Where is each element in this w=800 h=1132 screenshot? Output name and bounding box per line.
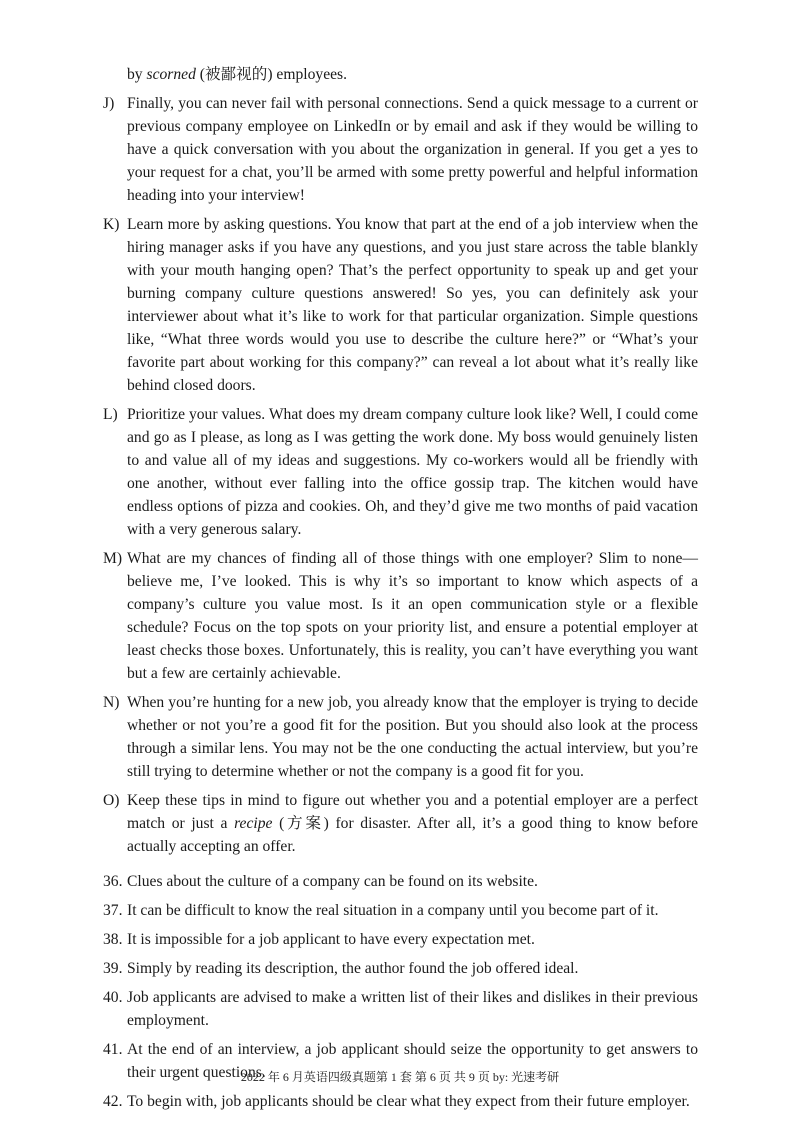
italic-term: recipe xyxy=(234,815,273,832)
paragraph xyxy=(103,789,698,858)
paragraph-label: N) xyxy=(103,694,120,711)
continued-paragraph xyxy=(103,63,698,86)
question-text: Job applicants are advised to make a written list of their likes and dislikes in their previous employment. xyxy=(127,989,698,1029)
text: (被鄙视的) employees. xyxy=(195,66,348,83)
paragraph xyxy=(103,213,698,397)
question-text: To begin with, job applicants should be clear what they expect from their future employer. xyxy=(127,1093,690,1110)
text: by xyxy=(127,66,147,83)
question-number: 41. xyxy=(103,1041,123,1058)
question-text: Simply by reading its description, the author found the job offered ideal. xyxy=(127,960,579,977)
question-item xyxy=(103,957,698,980)
question-number: 38. xyxy=(103,931,123,948)
paragraph-label: J) xyxy=(103,95,115,112)
page-footer: 2022 年 6 月英语四级真题第 1 套 第 6 页 共 9 页 by: 光速考研 xyxy=(240,1070,560,1084)
paragraph-text: What are my chances of finding all of those things with one employer? Slim to none—believe me, I’ve looked. This is why it’s so important to know which aspects of a company’s culture you value most. Is it an open communication style or a flexible schedule? Focus on the top spots on your priority list, and ensure a potential employer at least checks those boxes. Unfortunately, this is reality, you can’t have everything you want but a few are certainly achievable. xyxy=(127,550,698,682)
paragraph xyxy=(103,92,698,207)
paragraph-text: (方案) for disaster. After all, it’s a good thing to know before actually accepting an offer. xyxy=(127,815,698,855)
paragraph-text: When you’re hunting for a new job, you already know that the employer is trying to decide whether or not you’re a good fit for the position. But you should also look at the process through a similar lens. You may not be the one conducting the actual interview, but you’re still trying to determine whether or not the company is a good fit for you. xyxy=(127,694,698,780)
paragraph-text: Keep these tips in mind to figure out whether you and a potential employer are a perfect match or just a xyxy=(127,792,698,832)
paragraph xyxy=(103,691,698,783)
paragraph-text: Prioritize your values. What does my dream company culture look like? Well, I could come and go as I please, as long as I was getting the work done. My boss would genuinely listen to and value all of my ideas and suggestions. My co-workers would all be friendly with one another, without ever falling into the office gossip trap. The kitchen would have endless options of pizza and cookies. Oh, and they’d give me two months of paid vacation with a very generous salary. xyxy=(127,406,698,538)
question-number: 39. xyxy=(103,960,123,977)
question-item xyxy=(103,1090,698,1113)
paragraph-label: M) xyxy=(103,550,123,567)
paragraph-label: O) xyxy=(103,792,120,809)
paragraph xyxy=(103,403,698,541)
question-text: It is impossible for a job applicant to have every expectation met. xyxy=(127,931,535,948)
paragraph-label: K) xyxy=(103,216,120,233)
question-number: 40. xyxy=(103,989,123,1006)
question-number: 36. xyxy=(103,873,123,890)
question-item xyxy=(103,928,698,951)
paragraph-label: L) xyxy=(103,406,118,423)
question-number: 42. xyxy=(103,1093,123,1110)
question-text: At the end of an interview, a job applicant should seize the opportunity to get answers to their urgent questions. xyxy=(127,1041,698,1081)
question-text: It can be difficult to know the real situation in a company until you become part of it. xyxy=(127,902,659,919)
paragraph xyxy=(103,547,698,685)
italic-term: scorned xyxy=(146,66,196,83)
document-page xyxy=(103,63,698,1119)
paragraph-text: Finally, you can never fail with personal connections. Send a quick message to a current or previous company employee on LinkedIn or by email and ask if they would be willing to have a quick conversation with you about the organization in general. If you get a yes to your request for a chat, you’ll be armed with some pretty powerful and helpful information heading into your interview! xyxy=(127,95,698,204)
question-number: 37. xyxy=(103,902,123,919)
question-item xyxy=(103,870,698,893)
question-item xyxy=(103,899,698,922)
question-item xyxy=(103,986,698,1032)
paragraph-text: Learn more by asking questions. You know that part at the end of a job interview when the hiring manager asks if you have any questions, and you just stare across the table blankly with your mouth hanging open? That’s the perfect opportunity to speak up and get your burning company culture questions answered! So yes, you can definitely ask your interviewer about what it’s like to work for that particular organization. Simple questions like, “What three words would you use to describe the culture here?” or “What’s your favorite part about working for this company?” can reveal a lot about what it’s really like behind closed doors. xyxy=(127,216,698,394)
question-text: Clues about the culture of a company can be found on its website. xyxy=(127,873,538,890)
paragraph-list xyxy=(103,92,698,858)
